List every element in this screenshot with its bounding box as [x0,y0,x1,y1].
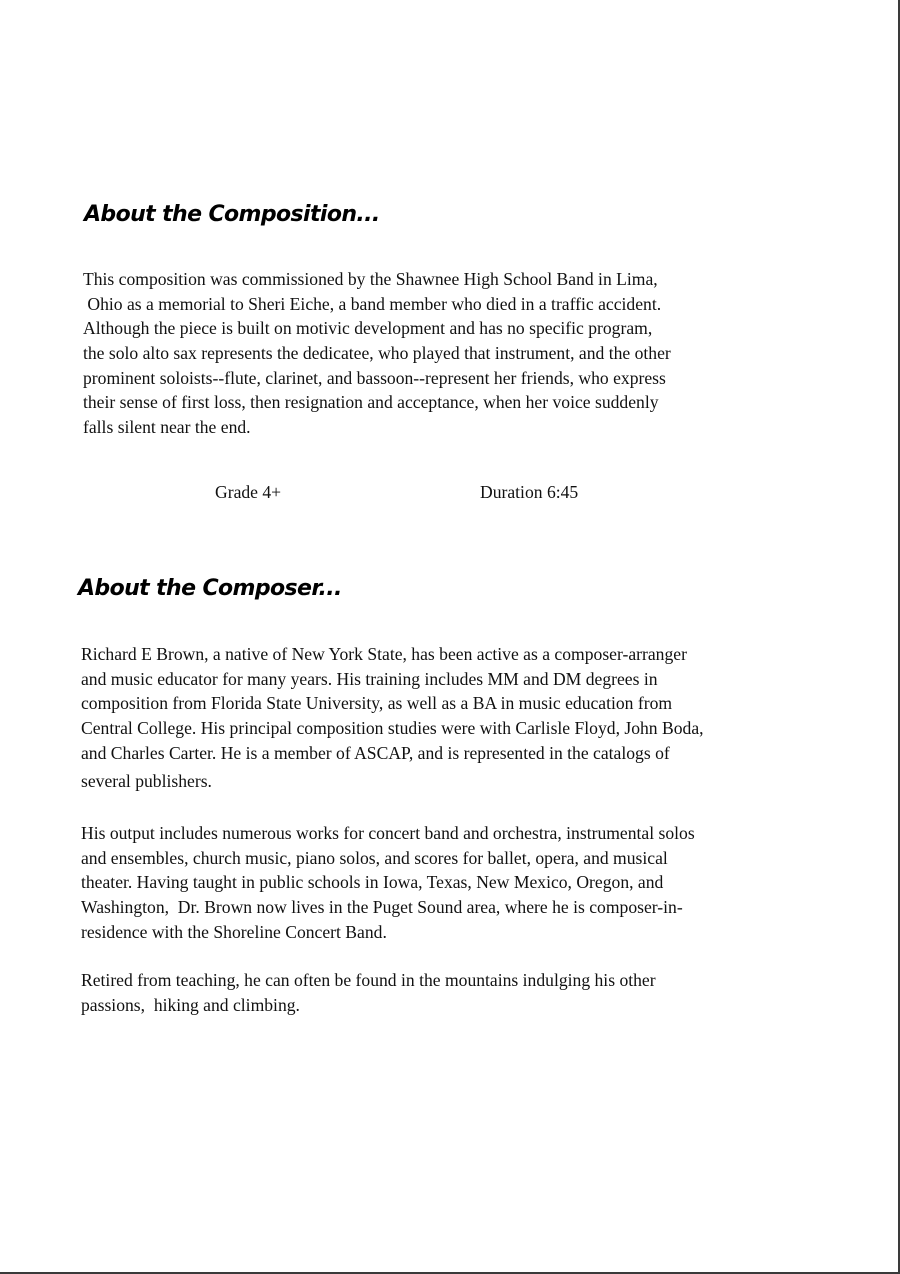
text-line: their sense of first loss, then resignation and acceptance, when her voice suddenly [83,392,659,413]
composer-heading: About the Composer... [78,576,342,601]
composition-heading: About the Composition... [84,202,380,227]
text-line: passions, hiking and climbing. [81,994,300,1015]
grade-label: Grade 4+ [215,482,282,502]
text-line: and Charles Carter. He is a member of ASCAP, and is represented in the catalogs of [81,742,670,763]
text-line: several publishers. [81,771,212,792]
composer-bio-paragraph [81,642,704,794]
text-line: This composition was commissioned by the Shawnee High School Band in Lima, [83,269,658,289]
composer-bio-paragraph [81,821,695,944]
text-line: His output includes numerous works for concert band and orchestra, instrumental solos [81,823,695,843]
text-line: Although the piece is built on motivic development and has no specific program, [83,318,653,339]
text-line: falls silent near the end. [83,417,251,438]
text-line: Washington, Dr. Brown now lives in the Puget Sound area, where he is composer-in- [81,897,683,918]
text-line: composition from Florida State University, as well as a BA in music education from [81,693,673,714]
text-line: the solo alto sax represents the dedicatee, who played that instrument, and the other [83,343,671,364]
text-line: Central College. His principal composition studies were with Carlisle Floyd, John Boda, [81,718,704,739]
composition-description [83,267,671,440]
composer-bio-paragraph [81,968,656,1017]
text-line: theater. Having taught in public schools in Iowa, Texas, New Mexico, Oregon, and [81,872,664,893]
text-line: Ohio as a memorial to Sheri Eiche, a band member who died in a traffic accident. [83,293,662,314]
text-line: residence with the Shoreline Concert Band. [81,921,387,942]
text-line: and ensembles, church music, piano solos, and scores for ballet, opera, and musical [81,847,668,868]
text-line: Retired from teaching, he can often be found in the mountains indulging his other [81,970,656,990]
text-line: and music educator for many years. His training includes MM and DM degrees in [81,668,658,689]
text-line: prominent soloists--flute, clarinet, and bassoon--represent her friends, who express [83,367,666,388]
text-line: Richard E Brown, a native of New York State, has been active as a composer-arranger [81,644,687,664]
duration-label: Duration 6:45 [480,482,579,502]
